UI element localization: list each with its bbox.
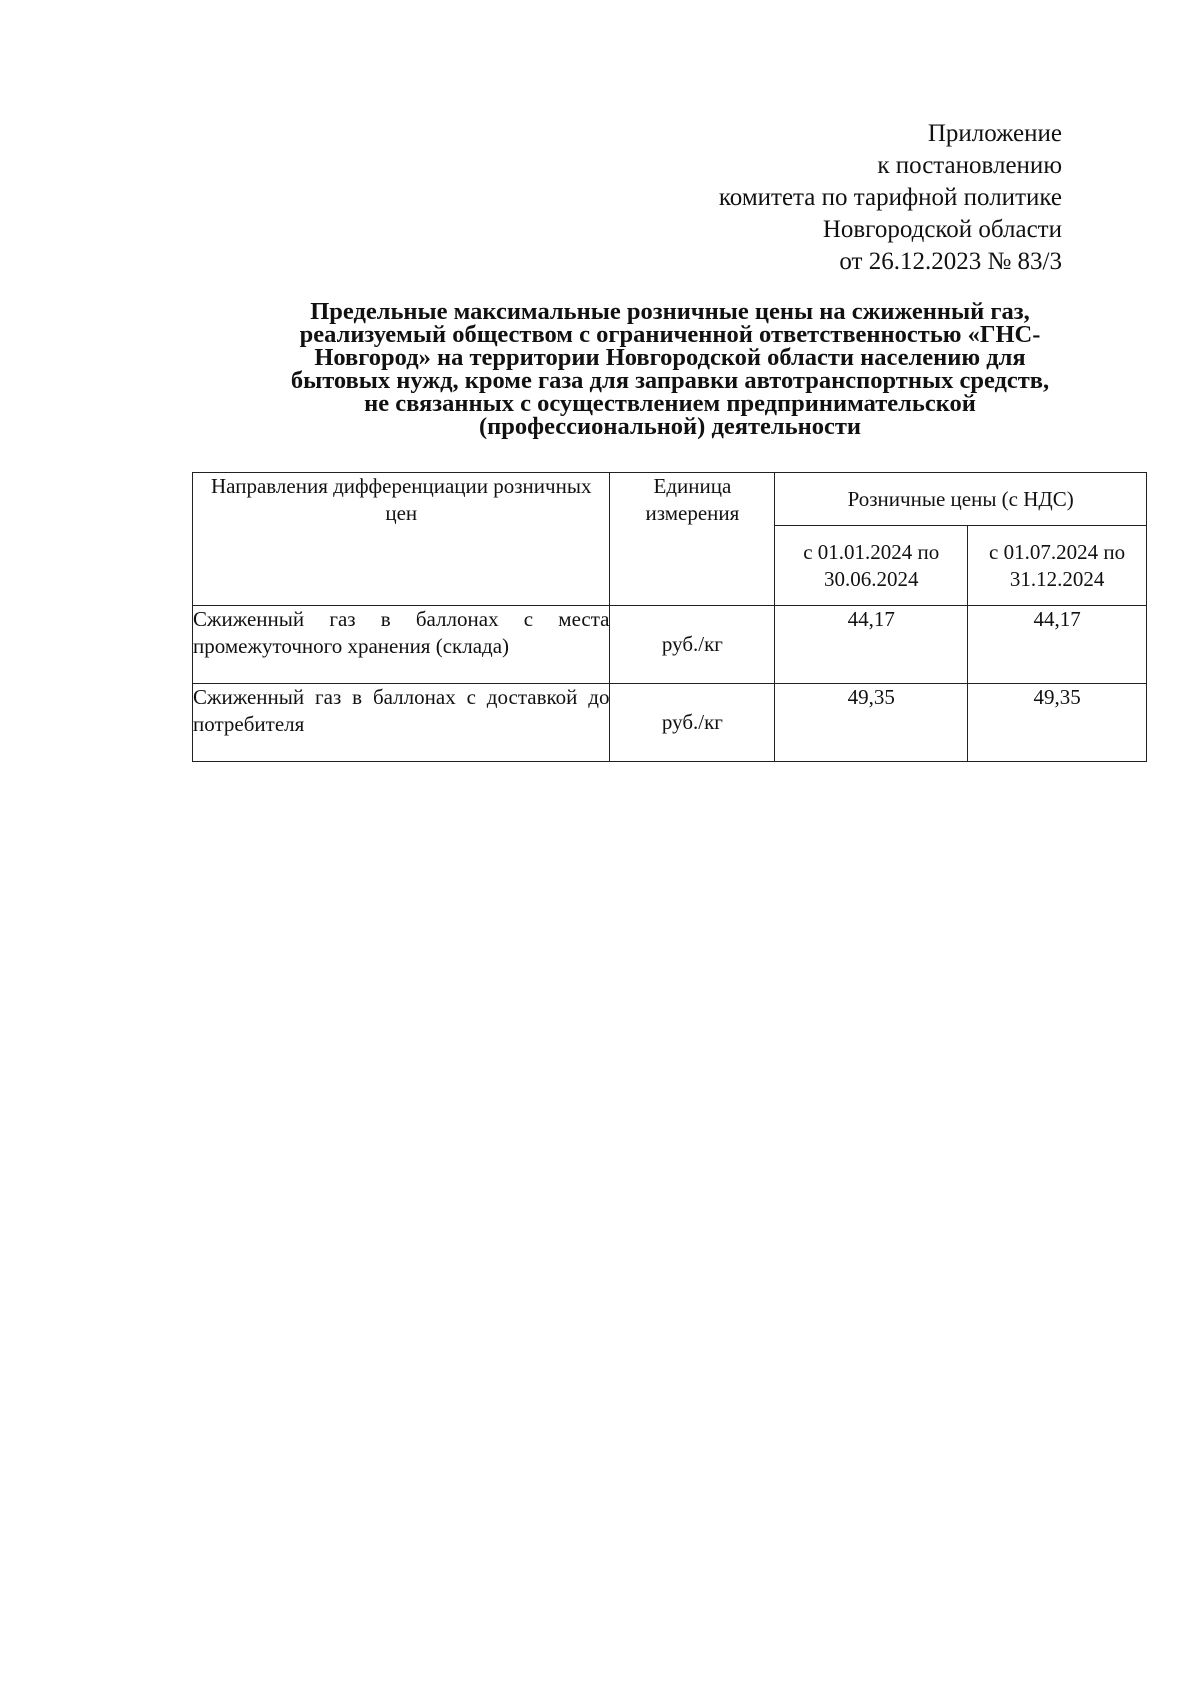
appendix-line: комитета по тарифной политике: [718, 184, 1062, 211]
header-period-1: с 01.01.2024 по 30.06.2024: [775, 526, 968, 606]
title-line: бытовых нужд, кроме газа для заправки автотранспортных средств,: [290, 367, 1050, 394]
title-line: реализуемый обществом с ограниченной ответственностью «ГНС-: [299, 321, 1041, 348]
appendix-line: Приложение: [927, 120, 1062, 147]
appendix-line: Новгородской области: [822, 216, 1062, 243]
table-row: [193, 606, 1147, 684]
title-line: не связанных с осуществлением предпринимательской: [364, 390, 976, 417]
row-price-period-2: 44,17: [968, 606, 1147, 684]
row-direction: Сжиженный газ в баллонах с места промежуточного хранения (склада): [193, 606, 610, 684]
header-unit: Единица измерения: [610, 473, 775, 606]
row-price-period-1: 44,17: [775, 606, 968, 684]
prices-table: [192, 472, 1147, 762]
header-period-2: с 01.07.2024 по 31.12.2024: [968, 526, 1147, 606]
header-prices-group: Розничные цены (с НДС): [775, 473, 1147, 526]
title-line: (профессиональной) деятельности: [479, 413, 861, 440]
row-unit: руб./кг: [610, 684, 775, 762]
appendix-line: от 26.12.2023 № 83/3: [839, 248, 1062, 275]
title-line: Предельные максимальные розничные цены на сжиженный газ,: [310, 298, 1030, 325]
appendix-line: к постановлению: [877, 152, 1062, 179]
appendix-block: [719, 118, 1062, 278]
row-price-period-2: 49,35: [968, 684, 1147, 762]
header-direction: Направления дифференциации розничных цен: [193, 473, 610, 606]
row-direction: Сжиженный газ в баллонах с доставкой до потребителя: [193, 684, 610, 762]
row-price-period-1: 49,35: [775, 684, 968, 762]
row-unit: руб./кг: [610, 606, 775, 684]
title-line: Новгород» на территории Новгородской области населению для: [314, 344, 1026, 371]
document-title: [190, 300, 1150, 438]
table-header-row: [193, 473, 1147, 526]
table-row: [193, 684, 1147, 762]
